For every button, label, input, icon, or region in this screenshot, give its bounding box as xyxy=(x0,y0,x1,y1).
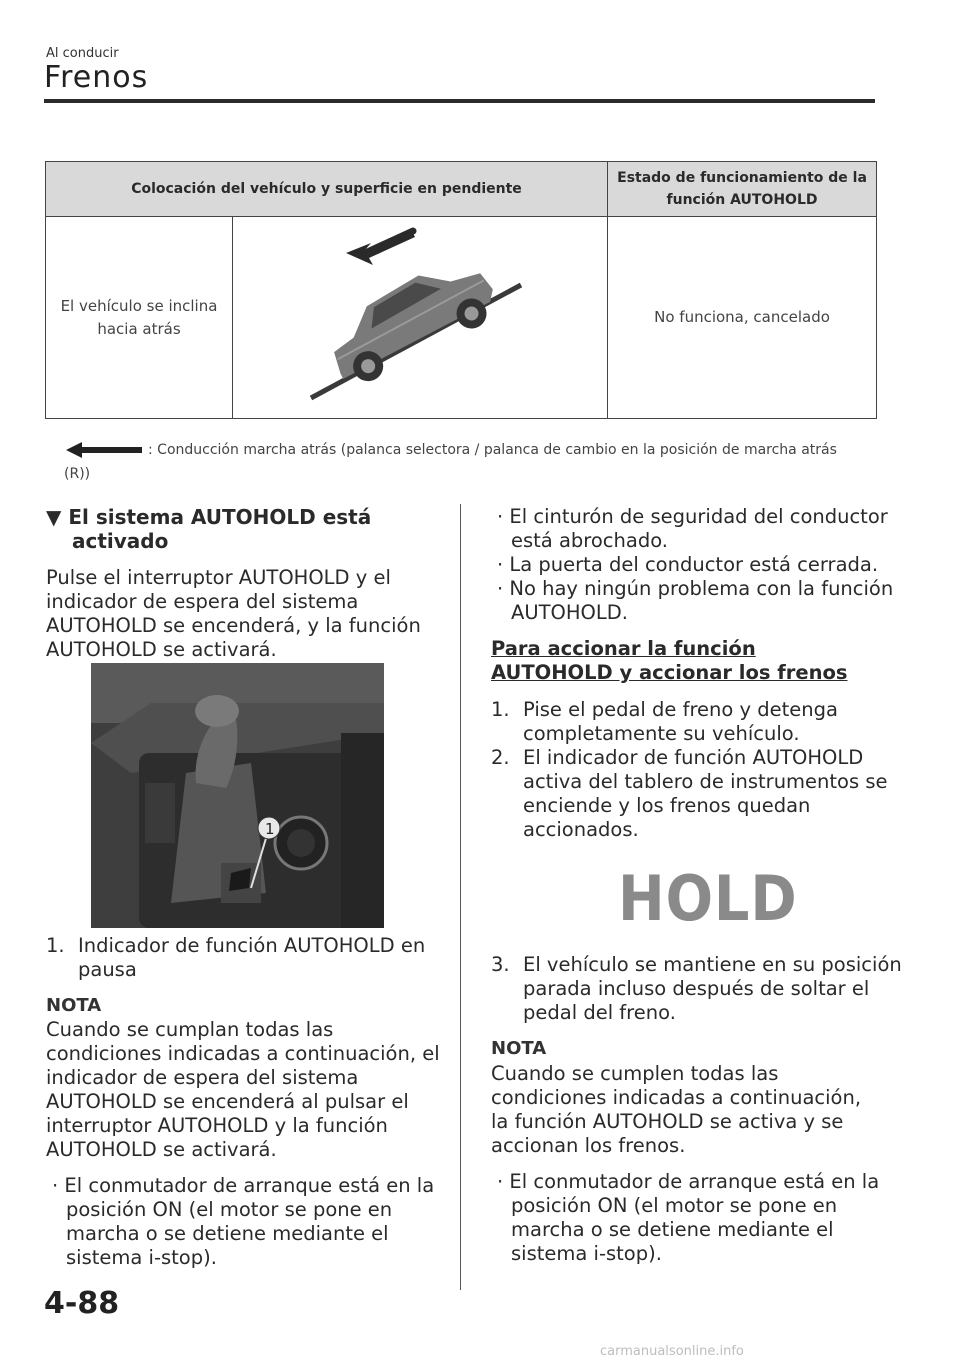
table-header-status: Estado de funcionamiento de la función AUTOHOLD xyxy=(608,162,877,217)
nota-label-right: NOTA xyxy=(491,1038,547,1059)
watermark: carmanualsonline.info xyxy=(600,1344,744,1359)
page-number: 4-88 xyxy=(44,1286,120,1321)
legend-text: : Conducción marcha atrás (palanca selectora / palanca de cambio en la posición de marcha atrás (R)) xyxy=(64,442,837,482)
condition-bullet-2: · La puerta del conductor está cerrada. xyxy=(497,553,879,576)
reverse-arrow-icon xyxy=(64,440,144,460)
table-header-position: Colocación del vehículo y superficie en pendiente xyxy=(46,162,608,217)
column-divider xyxy=(460,504,461,1290)
condition-bullet-right: · El conmutador de arranque está en la posición ON (el motor se pone en marcha o se detiene mediante el sistema i-stop). xyxy=(497,1170,880,1265)
condition-bullet-1: · El cinturón de seguridad del conductor está abrochado. xyxy=(497,505,888,552)
table-cell-illustration xyxy=(233,217,608,419)
chapter-title: Frenos xyxy=(44,60,149,95)
intro-paragraph: Pulse el interruptor AUTOHOLD y el indicador de espera del sistema AUTOHOLD se encenderá, y la función AUTOHOLD se activará. xyxy=(46,566,421,661)
condition-bullet-3: · No hay ningún problema con la función AUTOHOLD. xyxy=(497,577,894,624)
nota-text-right: Cuando se cumplen todas las condiciones indicadas a continuación, la función AUTOHOLD se activa y se accionan los frenos. xyxy=(491,1062,862,1157)
header-rule xyxy=(44,99,875,103)
condition-bullet-left: · El conmutador de arranque está en la posición ON (el motor se pone en marcha o se detiene mediante el sistema i-stop). xyxy=(52,1174,435,1269)
condition-table xyxy=(45,161,877,419)
nota-text-left: Cuando se cumplan todas las condiciones indicadas a continuación, el indicador de espera del sistema AUTOHOLD se encenderá al pulsar el interruptor AUTOHOLD y la función AUTOHOLD se activará. xyxy=(46,1018,440,1161)
procedure-subheading: Para accionar la función AUTOHOLD y accionar los frenos xyxy=(491,637,848,684)
section-label: Al conducir xyxy=(46,46,119,61)
section-heading: ▼ El sistema AUTOHOLD está activado xyxy=(46,505,372,553)
nota-label-left: NOTA xyxy=(46,995,102,1016)
table-cell-condition: El vehículo se inclina hacia atrás xyxy=(46,217,233,419)
step-3: 3. El vehículo se mantiene en su posición parada incluso después de soltar el pedal del freno. xyxy=(491,953,902,1024)
step-1: 1. Pise el pedal de freno y detenga completamente su vehículo. xyxy=(491,698,838,745)
table-cell-status: No funciona, cancelado xyxy=(608,217,877,419)
car-on-slope-illustration xyxy=(233,217,608,411)
console-photo xyxy=(91,663,384,928)
photo-caption: 1. Indicador de función AUTOHOLD en pausa xyxy=(46,934,426,981)
step-2: 2. El indicador de función AUTOHOLD activa del tablero de instrumentos se enciende y los frenos quedan accionados. xyxy=(491,746,888,841)
legend-note xyxy=(64,438,864,486)
hold-indicator-icon: HOLD xyxy=(618,862,798,935)
callout-number: 1 xyxy=(265,820,275,838)
